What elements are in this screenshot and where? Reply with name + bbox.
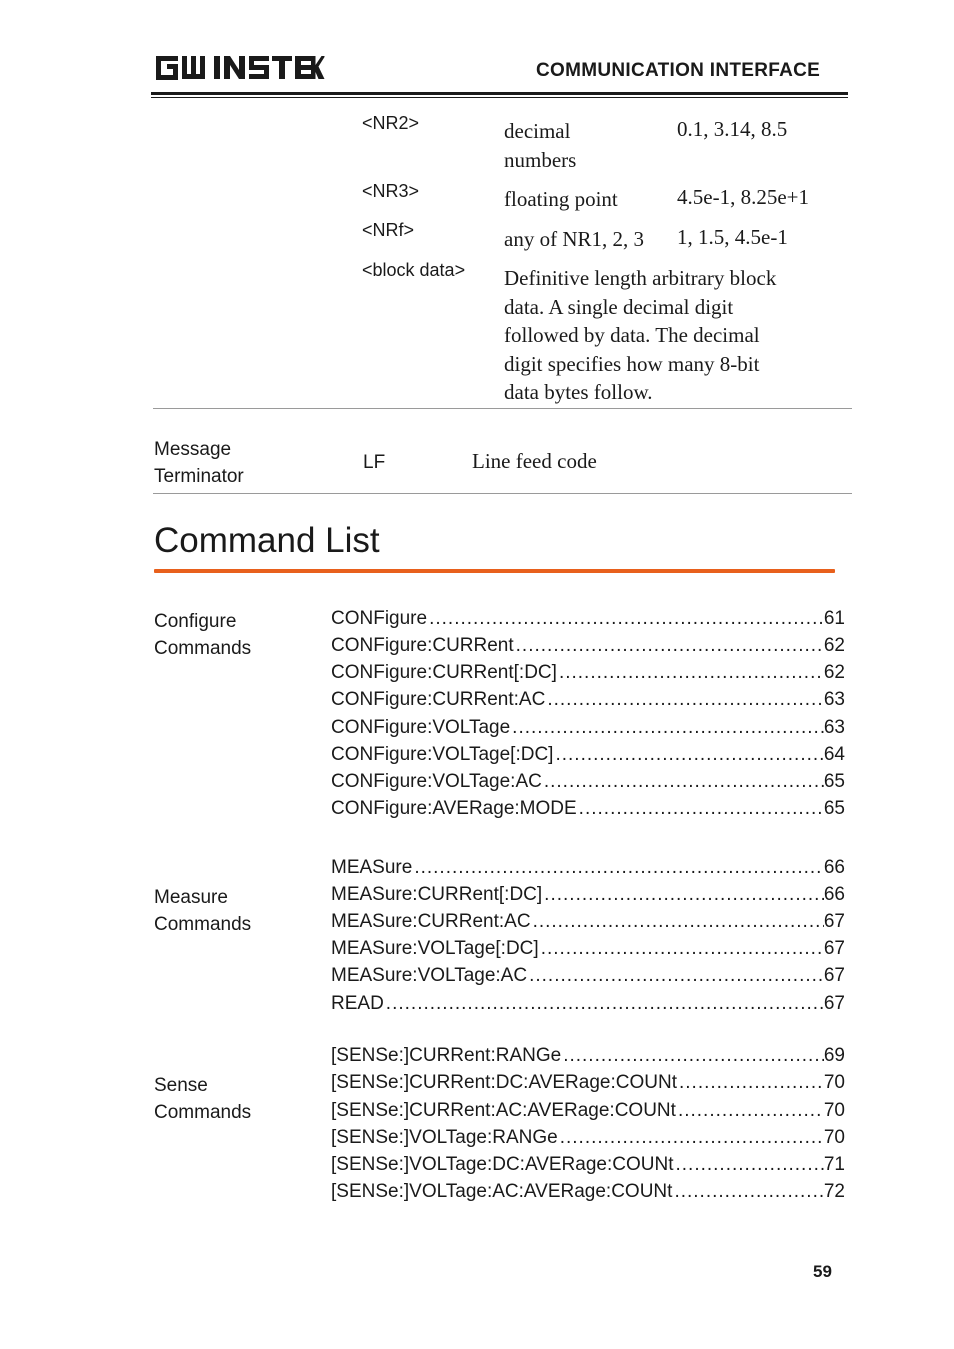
group-label-sense: Sense Commands	[154, 1075, 252, 1123]
data-type-example: 4.5e-1, 8.25e+1	[677, 185, 809, 209]
data-type-code: <block data>	[362, 260, 466, 280]
section-title-underline	[154, 569, 835, 573]
message-terminator-code: LF	[363, 452, 386, 473]
section-title: Command List	[154, 521, 380, 560]
toc-entry[interactable]: [SENSe:]VOLTage:AC:AVERage:COUNt ..... 72	[331, 1181, 845, 1208]
message-terminator-desc: Line feed code	[472, 449, 597, 473]
toc-entry[interactable]: CONFigure:CURRent ..... 62	[331, 635, 845, 662]
group-label-configure: Configure Commands	[154, 611, 252, 659]
toc-entry[interactable]: MEASure:CURRent:AC ..... 67	[331, 911, 845, 938]
toc-entry[interactable]: MEASure:VOLTage[:DC] ..... 67	[331, 938, 845, 965]
toc-entry[interactable]: CONFigure:AVERage:MODE ..... 65	[331, 798, 845, 825]
page-number: 59	[813, 1262, 832, 1281]
toc-entry[interactable]: CONFigure:VOLTage ..... 63	[331, 717, 845, 744]
table-divider	[153, 493, 852, 494]
data-type-desc: decimal numbers	[504, 119, 577, 172]
header-rule	[151, 92, 848, 95]
toc-entry[interactable]: MEASure:VOLTage:AC ..... 67	[331, 965, 845, 992]
data-type-example: 1, 1.5, 4.5e-1	[677, 225, 788, 249]
group-label-measure: Measure Commands	[154, 887, 252, 935]
data-type-code: <NR3>	[362, 181, 420, 201]
toc-entry[interactable]: MEASure ..... 66	[331, 857, 845, 884]
toc-entry[interactable]: READ ..... 67	[331, 993, 845, 1020]
toc-entry[interactable]: [SENSe:]VOLTage:DC:AVERage:COUNt ..... 71	[331, 1154, 845, 1181]
toc-entry[interactable]: CONFigure ..... 61	[331, 608, 845, 635]
data-type-desc: any of NR1, 2, 3	[504, 227, 644, 251]
logo-k-glyph	[311, 56, 325, 79]
header-rule-thin	[151, 97, 848, 98]
toc-entry[interactable]: [SENSe:]CURRent:DC:AVERage:COUNt ..... 70	[331, 1072, 845, 1099]
toc-entry[interactable]: CONFigure:CURRent:AC ..... 63	[331, 689, 845, 716]
toc-entry[interactable]: CONFigure:VOLTage[:DC] ..... 64	[331, 744, 845, 771]
data-type-code: <NRf>	[362, 220, 415, 240]
message-terminator-label: Message Terminator	[154, 439, 244, 487]
toc-entry[interactable]: MEASure:CURRent[:DC] ..... 66	[331, 884, 845, 911]
data-type-example: 0.1, 3.14, 8.5	[677, 117, 788, 141]
table-divider	[153, 408, 852, 409]
toc-entry[interactable]: [SENSe:]CURRent:RANGe ..... 69	[331, 1045, 845, 1072]
toc-entry[interactable]: CONFigure:VOLTage:AC ..... 65	[331, 771, 845, 798]
toc-entry[interactable]: [SENSe:]CURRent:AC:AVERage:COUNt ..... 70	[331, 1100, 845, 1127]
toc-entry[interactable]: CONFigure:CURRent[:DC] ..... 62	[331, 662, 845, 689]
toc-entry[interactable]: [SENSe:]VOLTage:RANGe ..... 70	[331, 1127, 845, 1154]
data-type-desc: Definitive length arbitrary block data. A single decimal digit followed by data. The decimal digit specifies how many 8-bit data bytes follow.	[504, 266, 777, 404]
data-type-desc: floating point	[504, 187, 618, 211]
header-section-title: COMMUNICATION INTERFACE	[536, 60, 821, 81]
gw-instek-logo	[154, 52, 324, 84]
data-type-code: <NR2>	[362, 113, 420, 133]
